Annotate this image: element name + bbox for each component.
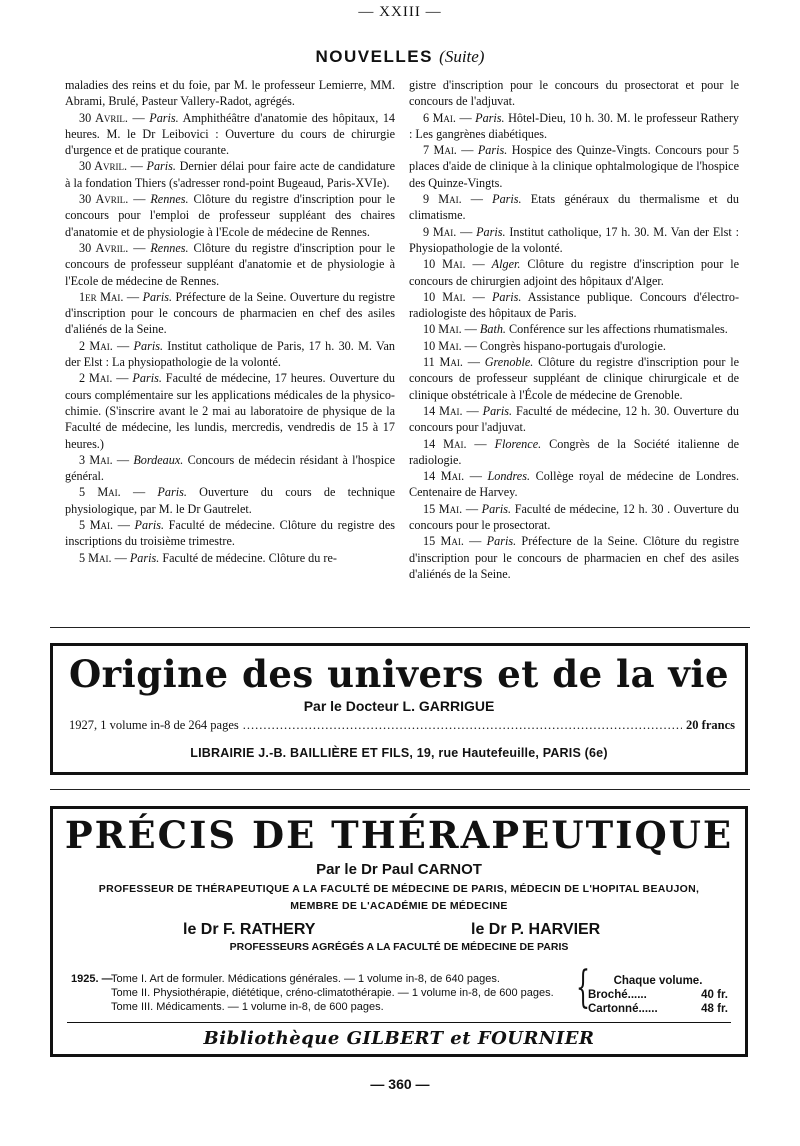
news-item: 1er Mai. — Paris. Préfecture de la Seine. Ouverture du registre d'inscription pour le concours de pharmacien en chef des asiles d'aliénés de la Seine. xyxy=(65,289,396,337)
news-date: 10 Mai. xyxy=(423,322,462,337)
news-item: 11 Mai. — Grenoble. Clôture du registre d'inscription pour le concours de professeur suppléant de clinique chirurgicale et de clinique obstétricale à l'École de médecine de Grenoble. xyxy=(409,355,740,402)
ad-year: 1925. — xyxy=(71,973,113,985)
news-text: Dernier délai pour faire acte de candidature à la fondation Thiers (s'adresser rond-point Bugeaud, Paris-XVIe). xyxy=(65,159,396,190)
news-date: 30 Avril. xyxy=(79,110,128,125)
news-item: 6 Mai. — Paris. Hôtel-Dieu, 10 h. 30. M. le professeur Rathery : Les gangrènes diabétiques. xyxy=(409,110,739,141)
news-date: 30 Avril. xyxy=(79,240,129,255)
news-date: 6 Mai. xyxy=(423,110,456,125)
ad-tome: Tome II. Physiothérapie, diététique, créno-climatothérapie. — 1 volume in-8, de 600 pages. xyxy=(111,987,554,999)
news-date: 5 Mai. xyxy=(79,518,114,533)
news-city: Paris. xyxy=(129,550,160,565)
news-date: 15 Mai. xyxy=(423,501,463,516)
leader-dots xyxy=(243,718,682,733)
news-text: Institut catholique de Paris, 17 h. 30. M. Van der Elst : La physiopathologie de la volonté. xyxy=(65,338,395,370)
news-city: Bordeaux. xyxy=(133,452,184,467)
news-city: Paris. xyxy=(134,518,165,533)
news-column-right xyxy=(409,77,739,582)
news-text: Congrès hispano-portugais d'urologie. xyxy=(479,338,666,353)
ad-inner-rule xyxy=(67,1022,731,1023)
divider-rule xyxy=(50,627,750,628)
news-text: Faculté de médecine, 12 h. 30 . Ouverture du concours pour le prosectorat. xyxy=(409,501,739,533)
ad-book-title: Origine des univers et de la vie xyxy=(68,652,730,696)
news-date: 14 Mai. xyxy=(423,403,463,418)
news-column-left xyxy=(65,77,395,566)
news-city: Paris. xyxy=(146,159,176,174)
ad-tome-list xyxy=(71,972,561,1014)
ad-book-author: Par le Dr Paul CARNOT xyxy=(316,861,482,878)
news-city: Paris. xyxy=(486,534,517,549)
brace-glyph: { xyxy=(576,962,590,1013)
news-text: Congrès de la Société italienne de radiologie. xyxy=(409,436,740,467)
news-city: Paris. xyxy=(477,143,508,158)
ad-tome-row xyxy=(71,972,561,986)
ad-book-price: 20 francs xyxy=(686,718,735,732)
news-item: 14 Mai. — Londres. Collège royal de médecine de Londres. Centenaire de Harvey. xyxy=(409,469,740,500)
ad-book-volume: 1927, 1 volume in-8 de 264 pages xyxy=(69,718,239,732)
news-city: Paris. xyxy=(476,224,506,239)
news-item: 5 Mai. — Paris. Faculté de médecine. Clôture du re- xyxy=(79,550,337,565)
news-city: Paris. xyxy=(149,110,179,125)
news-text: Concours de médecin résidant à l'hospice général. xyxy=(65,452,395,484)
news-date: 7 Mai. xyxy=(423,143,457,158)
news-date: 14 Mai. xyxy=(423,436,467,451)
news-item: 30 Avril. — Paris. Amphithéâtre d'anatomie des hôpitaux, 14 heures. M. le Dr Leibovici : Ouverture du cours de chirurgie d'urgence et de pratique courante. xyxy=(65,110,396,158)
news-city: Alger. xyxy=(491,257,521,272)
news-item: 2 Mai. — Paris. Faculté de médecine, 17 heures. Ouverture du cours complémentaire sur les applications médicales de la physico-chimie. (S'inscrire avant le 2 mai au laboratoire de physique de la Faculté de médecine, les lundis, mercredis, vendredis de 15 à 17 heures.) xyxy=(65,371,396,451)
news-text: maladies des reins et du foie, par M. le professeur Lemierre, MM. Abrami, Brulé, Pasteur Vallery-Radot, agrégés. xyxy=(65,78,395,109)
ad-price-row: Cartonné...... 48 fr. xyxy=(588,1003,728,1015)
page-number: — 360 — xyxy=(370,1076,430,1092)
news-text: Clôture du registre d'inscription pour le concours de professeur suppléant d'anatomie et de physiologie à l'Ecole de médecine de Rennes. xyxy=(65,240,396,288)
news-text: Clôture du registre d'inscription pour le concours de professeur suppléant de clinique chirurgicale et de clinique obstétricale à l'École de médecine de Grenoble. xyxy=(409,355,740,402)
news-city: Bath. xyxy=(479,322,506,337)
news-text: Institut catholique, 17 h. 30. M. Van der Elst : Physiopathologie de la volonté. xyxy=(409,224,740,255)
news-text: Faculté de médecine. Clôture du re- xyxy=(162,550,337,565)
news-text: Préfecture de la Seine. Ouverture du registre d'inscription pour le concours de pharmacien en chef des asiles d'aliénés de la Seine. xyxy=(65,289,396,337)
news-item: 30 Avril. — Rennes. Clôture du registre d'inscription pour le concours pour l'emploi de professeur suppléant des chaires d'anatomie et de physiologie à l'Ecole de médecine de Rennes. xyxy=(65,192,396,239)
news-date: 9 Mai. xyxy=(423,224,457,239)
news-city: Rennes. xyxy=(150,192,189,207)
news-text: Collège royal de médecine de Londres. Centenaire de Harvey. xyxy=(409,469,740,500)
ad-tome-row xyxy=(71,986,561,1000)
news-date: 15 Mai. xyxy=(423,534,464,549)
news-date: 5 Mai. xyxy=(79,485,121,500)
news-city: Grenoble. xyxy=(484,355,534,370)
news-date: 10 Mai. xyxy=(423,338,462,353)
ad-publisher: Bibliothèque GILBERT et FOURNIER xyxy=(203,1028,595,1049)
news-city: Rennes. xyxy=(150,240,189,255)
ad-price-row: Broché...... 40 fr. xyxy=(588,989,728,1001)
news-text: Assistance publique. Concours d'électro-radiologiste des hôpitaux de Paris. xyxy=(409,289,740,321)
news-text: Faculté de médecine, 17 heures. Ouverture du cours complémentaire sur les applications médicales de la physico-chimie. (S'inscrire avant le 2 mai au laboratoire de physique de la Faculté de médecine, les lundis, mercredis, vendredis de 15 à 17 heures.) xyxy=(65,371,396,451)
news-city: Paris. xyxy=(481,501,512,516)
news-date: 3 Mai. xyxy=(79,452,113,467)
news-item: 15 Mai. — Paris. Préfecture de la Seine. Clôture du registre d'inscription pour le concours de pharmacien en chef des asiles d'aliénés de la Seine. xyxy=(409,534,739,581)
advertisement-precis xyxy=(50,806,748,1057)
news-date: 2 Mai. xyxy=(79,338,113,353)
news-item: 9 Mai. — Paris. Institut catholique, 17 h. 30. M. Van der Elst : Physiopathologie de la volonté. xyxy=(409,224,740,255)
news-city: Paris. xyxy=(142,289,173,304)
ad-price-table xyxy=(588,974,728,1016)
news-item: 14 Mai. — Florence. Congrès de la Société italienne de radiologie. xyxy=(409,436,740,467)
news-item: 30 Avril. — Rennes. Clôture du registre d'inscription pour le concours de professeur suppléant d'anatomie et de physiologie à l'Ecole de médecine de Rennes. xyxy=(65,240,396,288)
news-item: 15 Mai. — Paris. Faculté de médecine, 12 h. 30 . Ouverture du concours pour le prosectorat. xyxy=(409,501,739,533)
ad-publisher: LIBRAIRIE J.-B. BAILLIÈRE ET FILS, 19, rue Hautefeuille, PARIS (6e) xyxy=(190,746,608,760)
ad-tome: Tome III. Médicaments. — 1 volume in-8, de 600 pages. xyxy=(111,1001,384,1013)
news-date: 1er Mai. xyxy=(79,289,124,304)
news-item: 3 Mai. — Bordeaux. Concours de médecin résidant à l'hospice général. xyxy=(65,452,395,484)
news-item: 30 Avril. — Paris. Dernier délai pour faire acte de candidature à la fondation Thiers (s'adresser rond-point Bugeaud, Paris-XVIe). xyxy=(65,159,396,190)
news-item xyxy=(65,77,395,110)
news-city: Paris. xyxy=(157,485,187,500)
section-title-suffix: (Suite) xyxy=(439,47,485,66)
ad-tome-row xyxy=(71,1000,561,1014)
ad-book-details xyxy=(69,718,735,733)
news-item xyxy=(409,77,739,110)
news-item: 7 Mai. — Paris. Hospice des Quinze-Vingts. Concours pour 5 places d'aide de clinique à la clinique ophtalmologique de l'hospice des Quinze-Vingts. xyxy=(409,143,740,190)
news-city: Londres. xyxy=(487,469,531,484)
news-text: Faculté de médecine, 12 h. 30. Ouverture du concours pour l'adjuvat. xyxy=(409,403,739,435)
news-text: Clôture du registre d'inscription pour le concours de chirurgien adjoint des hôpitaux d'Alger. xyxy=(409,257,740,288)
news-item: 2 Mai. — Paris. Institut catholique de Paris, 17 h. 30. M. Van der Elst : La physiopathologie de la volonté. xyxy=(65,338,395,370)
news-text: Conférence sur les affections rhumatismales. xyxy=(509,322,728,337)
news-item: 14 Mai. — Paris. Faculté de médecine, 12 h. 30. Ouverture du concours pour l'adjuvat. xyxy=(409,403,739,435)
news-date: 5 Mai. xyxy=(79,550,112,565)
news-date: 30 Avril. xyxy=(79,192,129,207)
news-text: Hospice des Quinze-Vingts. Concours pour 5 places d'aide de clinique à la clinique ophtalmologique de l'hospice des Quinze-Vingts. xyxy=(409,143,740,190)
ad-coauthor: le Dr F. RATHERY xyxy=(183,921,316,938)
news-date: 11 Mai. xyxy=(423,355,463,370)
news-text: Faculté de médecine. Clôture du registre des inscriptions du troisième trimestre. xyxy=(65,518,396,549)
news-text: Clôture du registre d'inscription pour le concours pour l'emploi de professeur suppléant des chaires d'anatomie et de physiologie à l'Ecole de médecine de Rennes. xyxy=(65,192,396,239)
news-text: gistre d'inscription pour le concours du prosectorat et pour le concours de l'adjuvat. xyxy=(409,78,739,109)
news-city: Paris. xyxy=(475,110,505,125)
news-item: 9 Mai. — Paris. Etats généraux du thermalisme et du climatisme. xyxy=(409,192,739,223)
news-text: Ouverture du cours de technique physiologique, par M. le Dr Gautrelet. xyxy=(65,485,396,516)
news-text: Etats généraux du thermalisme et du climatisme. xyxy=(409,192,739,223)
news-item: 10 Mai. — Congrès hispano-portugais d'urologie. xyxy=(423,338,666,353)
ad-coauthor: le Dr P. HARVIER xyxy=(471,921,601,938)
news-item: 10 Mai. — Alger. Clôture du registre d'inscription pour le concours de chirurgien adjoint des hôpitaux d'Alger. xyxy=(409,257,740,288)
news-city: Paris. xyxy=(132,371,162,386)
section-title xyxy=(0,47,800,67)
news-date: 9 Mai. xyxy=(423,192,462,207)
page-roman-numeral: — XXIII — xyxy=(358,4,442,20)
ad-author-description: PROFESSEUR DE THÉRAPEUTIQUE A LA FACULTÉ DE MÉDECINE DE PARIS, MÉDECIN DE L'HOPITAL BEAUJON, MEMBRE DE L'ACADÉMIE DE MÉDECINE xyxy=(98,883,700,912)
news-date: 2 Mai. xyxy=(79,371,113,386)
news-city: Florence. xyxy=(494,436,542,451)
section-title-text: NOUVELLES xyxy=(315,47,433,66)
ad-price-header: Chaque volume. xyxy=(613,975,703,987)
news-date: 10 Mai. xyxy=(423,257,466,272)
news-item: 10 Mai. — Bath. Conférence sur les affections rhumatismales. xyxy=(423,322,728,337)
news-text: Hôtel-Dieu, 10 h. 30. M. le professeur Rathery : Les gangrènes diabétiques. xyxy=(409,110,739,141)
advertisement-origine xyxy=(50,643,748,775)
news-city: Paris. xyxy=(482,403,513,418)
news-text: Préfecture de la Seine. Clôture du registre d'inscription pour le concours de pharmacien en chef des asiles d'aliénés de la Seine. xyxy=(409,534,739,581)
divider-rule xyxy=(50,789,750,790)
news-item: 5 Mai. — Paris. Faculté de médecine. Clôture du registre des inscriptions du troisième trimestre. xyxy=(65,518,396,549)
ad-book-author: Par le Docteur L. GARRIGUE xyxy=(303,698,495,714)
news-city: Paris. xyxy=(491,289,522,304)
ad-tome: Tome I. Art de formuler. Médications générales. — 1 volume in-8, de 640 pages. xyxy=(111,973,500,985)
news-text: Amphithéâtre d'anatomie des hôpitaux, 14 heures. M. le Dr Leibovici : Ouverture du cours de chirurgie d'urgence et de pratique courante. xyxy=(65,110,396,158)
news-city: Paris. xyxy=(492,192,522,207)
news-date: 14 Mai. xyxy=(423,469,465,484)
news-date: 10 Mai. xyxy=(423,289,466,304)
news-date: 30 Avril. xyxy=(79,159,128,174)
news-city: Paris. xyxy=(133,338,163,353)
news-item: 10 Mai. — Paris. Assistance publique. Concours d'électro-radiologiste des hôpitaux de Paris. xyxy=(409,289,740,321)
ad-book-title: PRÉCIS DE THÉRAPEUTIQUE xyxy=(64,813,734,857)
ad-coauthors-description: PROFESSEURS AGRÉGÉS A LA FACULTÉ DE MÉDECINE DE PARIS xyxy=(229,941,569,953)
news-item: 5 Mai. — Paris. Ouverture du cours de technique physiologique, par M. le Dr Gautrelet. xyxy=(65,485,396,516)
